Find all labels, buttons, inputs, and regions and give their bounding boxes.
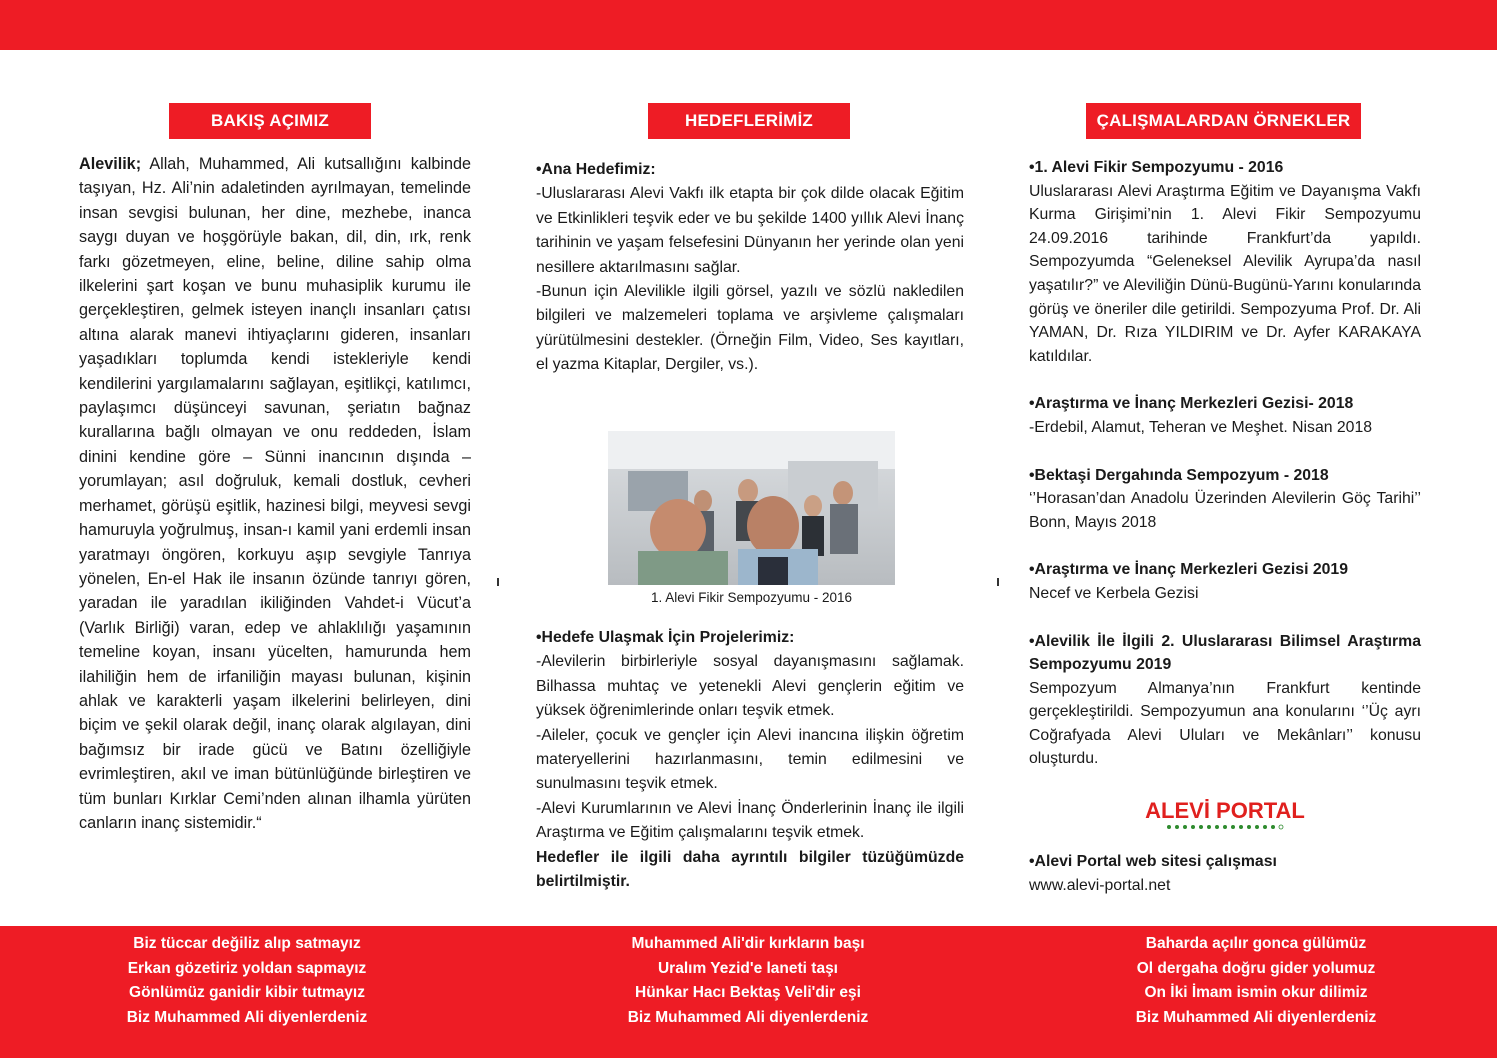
poem-right xyxy=(1046,932,1466,1030)
poem-line: Gönlümüz ganidir kibir tutmayız xyxy=(129,984,365,1001)
web-section xyxy=(1029,850,1421,897)
alevilik-definition xyxy=(79,152,471,835)
item-5-title: •Alevilik İle İlgili 2. Uluslararası Bilimsel Araştırma Sempozyumu 2019 xyxy=(1029,632,1421,674)
svg-text:ALEVİ PORTAL: ALEVİ PORTAL xyxy=(1145,798,1305,823)
poem-line: Biz Muhammed Ali diyenlerdeniz xyxy=(1135,1008,1377,1026)
fold-mark-right xyxy=(997,578,999,586)
projects-paragraph-1: -Alevilerin birbirleriyle sosyal dayanışmasını sağlamak. Bilhassa muhtaç ve yetenekli Alevi gençlerin eğitim ve yüksek öğrenimlerinde onları teşvik etmek. xyxy=(536,653,964,720)
projects-paragraph-2: -Aileler, çocuk ve gençler için Alevi inancına ilişkin öğretim materyellerini hazırlanmasını, temin edilmesini ve sunulmasını teşvik etmek. xyxy=(536,726,964,793)
heading-hedeflerimiz: HEDEFLERİMİZ xyxy=(648,103,850,139)
web-title: •Alevi Portal web sitesi çalışması xyxy=(1029,853,1277,870)
poem-middle xyxy=(538,932,958,1030)
item-1-text: Uluslararası Alevi Araştırma Eğitim ve Dayanışma Vakfı Kurma Girişimi’nin 1. Alevi Fikir Sempozyumu 24.09.2016 tarihinde Frankfurt’da yapıldı. Sempozyumda “Geleneksel Alevilik Ayrupa’da nasıl yaşatılır?” ve Aleviliğin Dünü-Bugünü-Yarını konularında görüş ve öneriler dile getirildi. Sempozyuma Prof. Dr. Ali YAMAN, Dr. Rıza YILDIRIM ve Dr. Ayfer KARAKAYA katıldılar. xyxy=(1029,182,1421,365)
poem-line: Uralım Yezid'e laneti taşı xyxy=(657,959,838,977)
poem-line: Muhammed Ali'dir kırkların başı xyxy=(631,935,865,952)
item-3-title: •Bektaşi Dergahında Sempozyum - 2018 xyxy=(1029,466,1329,484)
alevilik-body: Allah, Muhammed, Ali kutsallığını kalbinde taşıyan, Hz. Ali’nin adaletinden ayrılmayan, temelinde insan sevgisi bulunan, her dine, mezhebe, inanca saygı duyan ve hoşgörüyle bakan, dil, din, ırk, renk farkı gözetmeyen, eline, beline, diline sahip olma ilkelerini şart koşan ve bunu muhasiplik kurumu ile gerçekleştiren, gelmek isteyen inançlı insanları çatısı altına alarak manevi ihtiyaçlarını gideren, insanları yaşadıkları toplumda kendi istekleriyle kendi kendilerini yargılamalarını sağlayan, eşitlikçi, katılımcı, paylaşımcı düşünceyi savunan, şeriatın bağnaz kurallarına bağlı olmayan ve onu reddeden, İslam dinini kendine göre – Sünni inancının dışında – yorumlayan; asıl doğruluk, kemali dostluk, cevheri merhamet, görüşü eşitlik, hazinesi bilgi, meyvesi sevgi hamuruyla yoğrulmuş, insan-ı kamil yani erdemli insan yaratmayı öngören, korkuyu aşıp sevgiyle Tanrıya yönelen, En-el Hak ile insanın özünde tanrıyı gören, yaradan ile yaradılan ikiliğinden Vahdet-i Vücut’a (Varlık Birliği) varan, edep ve ahlaklılığı yaşamının temeline koyan, insanı yücelten, hamurunda hem ilahiliğin hem de irfaniliğin mayası bulunan, kişinin ahlak ve karakterli yaşam ilkelerini belirleyen, dini biçim ve şekil olarak değil, inanç olarak algılayan, dini bağımsız bir irade gücü ve Batını özelliğiyle evrimleştiren, akıl ve iman bütünlüğünde birleştiren ve tüm bunları Kırklar Cemi’nden alınan ilhamla yürüten canların inanç sistemidir.“ xyxy=(79,155,471,832)
poem-line: Erkan gözetiriz yoldan sapmayız xyxy=(127,959,367,977)
item-1-title: •1. Alevi Fikir Sempozyumu - 2016 xyxy=(1029,159,1284,176)
poem-line: Hünkar Hacı Bektaş Veli'dir eşi xyxy=(635,984,861,1001)
heading-calismalardan-ornekler: ÇALIŞMALARDAN ÖRNEKLER xyxy=(1086,103,1361,139)
symposium-photo xyxy=(608,431,895,585)
middle-column-top xyxy=(536,158,964,378)
poem-line: Biz Muhammed Ali diyenlerdeniz xyxy=(627,1008,869,1026)
photo-caption: 1. Alevi Fikir Sempozyumu - 2016 xyxy=(650,590,853,605)
main-goal-paragraph-1: -Uluslararası Alevi Vakfı ilk etapta bir çok dilde olacak Eğitim ve Etkinlikleri teşvik eder ve bu şekilde 1400 yıllık Alevi İnanç tarihinin ve yaşam felsefesini Dünyanın her yerinde olan yeni nesillere aktarılmasını sağlar. xyxy=(536,185,964,276)
main-goal-paragraph-2: -Bunun için Alevilikle ilgili görsel, yazılı ve sözlü nakledilen bilgileri ve malzemeleri toplama ve arşivleme çalışmaları yürütülmesini destekler. (Örneğin Film, Video, Ses kayıtları, el yazma Kitaplar, Dergiler, vs.). xyxy=(536,283,964,374)
middle-column-bottom xyxy=(536,626,964,894)
heading-bakis-acimiz: BAKIŞ AÇIMIZ xyxy=(169,103,371,139)
item-4-title: •Araştırma ve İnanç Merkezleri Gezisi 2019 xyxy=(1029,561,1349,579)
item-5-text: Sempozyum Almanya’nın Frankfurt kentinde gerçekleştirildi. Sempozyumun ana konularını ‘’Üç ayrı Coğrafyada Alevi Uluları ve Mekânları’’ konusu oluşturdu. xyxy=(1029,679,1421,768)
alevi-portal-logo xyxy=(1145,796,1305,832)
top-red-band xyxy=(0,0,1497,50)
alevilik-lead: Alevilik; xyxy=(79,155,142,173)
projects-title: •Hedefe Ulaşmak İçin Projelerimiz: xyxy=(536,629,795,646)
item-3-text: ‘’Horasan’dan Anadolu Üzerinden Alevilerin Göç Tarihi’’ Bonn, Mayıs 2018 xyxy=(1029,490,1421,531)
poem-line: Ol dergaha doğru gider yolumuz xyxy=(1136,959,1376,977)
item-2-text: -Erdebil, Alamut, Teheran ve Meşhet. Nisan 2018 xyxy=(1029,418,1373,436)
right-column xyxy=(1029,156,1421,771)
poem-line: Biz tüccar değiliz alıp satmayız xyxy=(133,935,361,952)
poem-left xyxy=(37,932,457,1030)
poem-line: Baharda açılır gonca gülümüz xyxy=(1145,935,1367,952)
item-4-text: Necef ve Kerbela Gezisi xyxy=(1029,584,1199,602)
poem-line: Biz Muhammed Ali diyenlerdeniz xyxy=(126,1008,368,1026)
fold-mark-left xyxy=(497,578,499,586)
main-goal-title: •Ana Hedefimiz: xyxy=(536,161,656,178)
web-url: www.alevi-portal.net xyxy=(1029,876,1171,894)
projects-closing: Hedefler ile ilgili daha ayrıntılı bilgiler tüzüğümüzde belirtilmiştir. xyxy=(536,848,964,891)
left-column xyxy=(79,152,471,835)
item-2-title: •Araştırma ve İnanç Merkezleri Gezisi- 2018 xyxy=(1029,395,1354,413)
projects-paragraph-3: -Alevi Kurumlarının ve Alevi İnanç Önderlerinin İnanç ile ilgili Araştırma ve Eğitim çalışmalarını teşvik etmek. xyxy=(536,799,964,842)
poem-line: On İki İmam ismin okur dilimiz xyxy=(1144,984,1368,1001)
